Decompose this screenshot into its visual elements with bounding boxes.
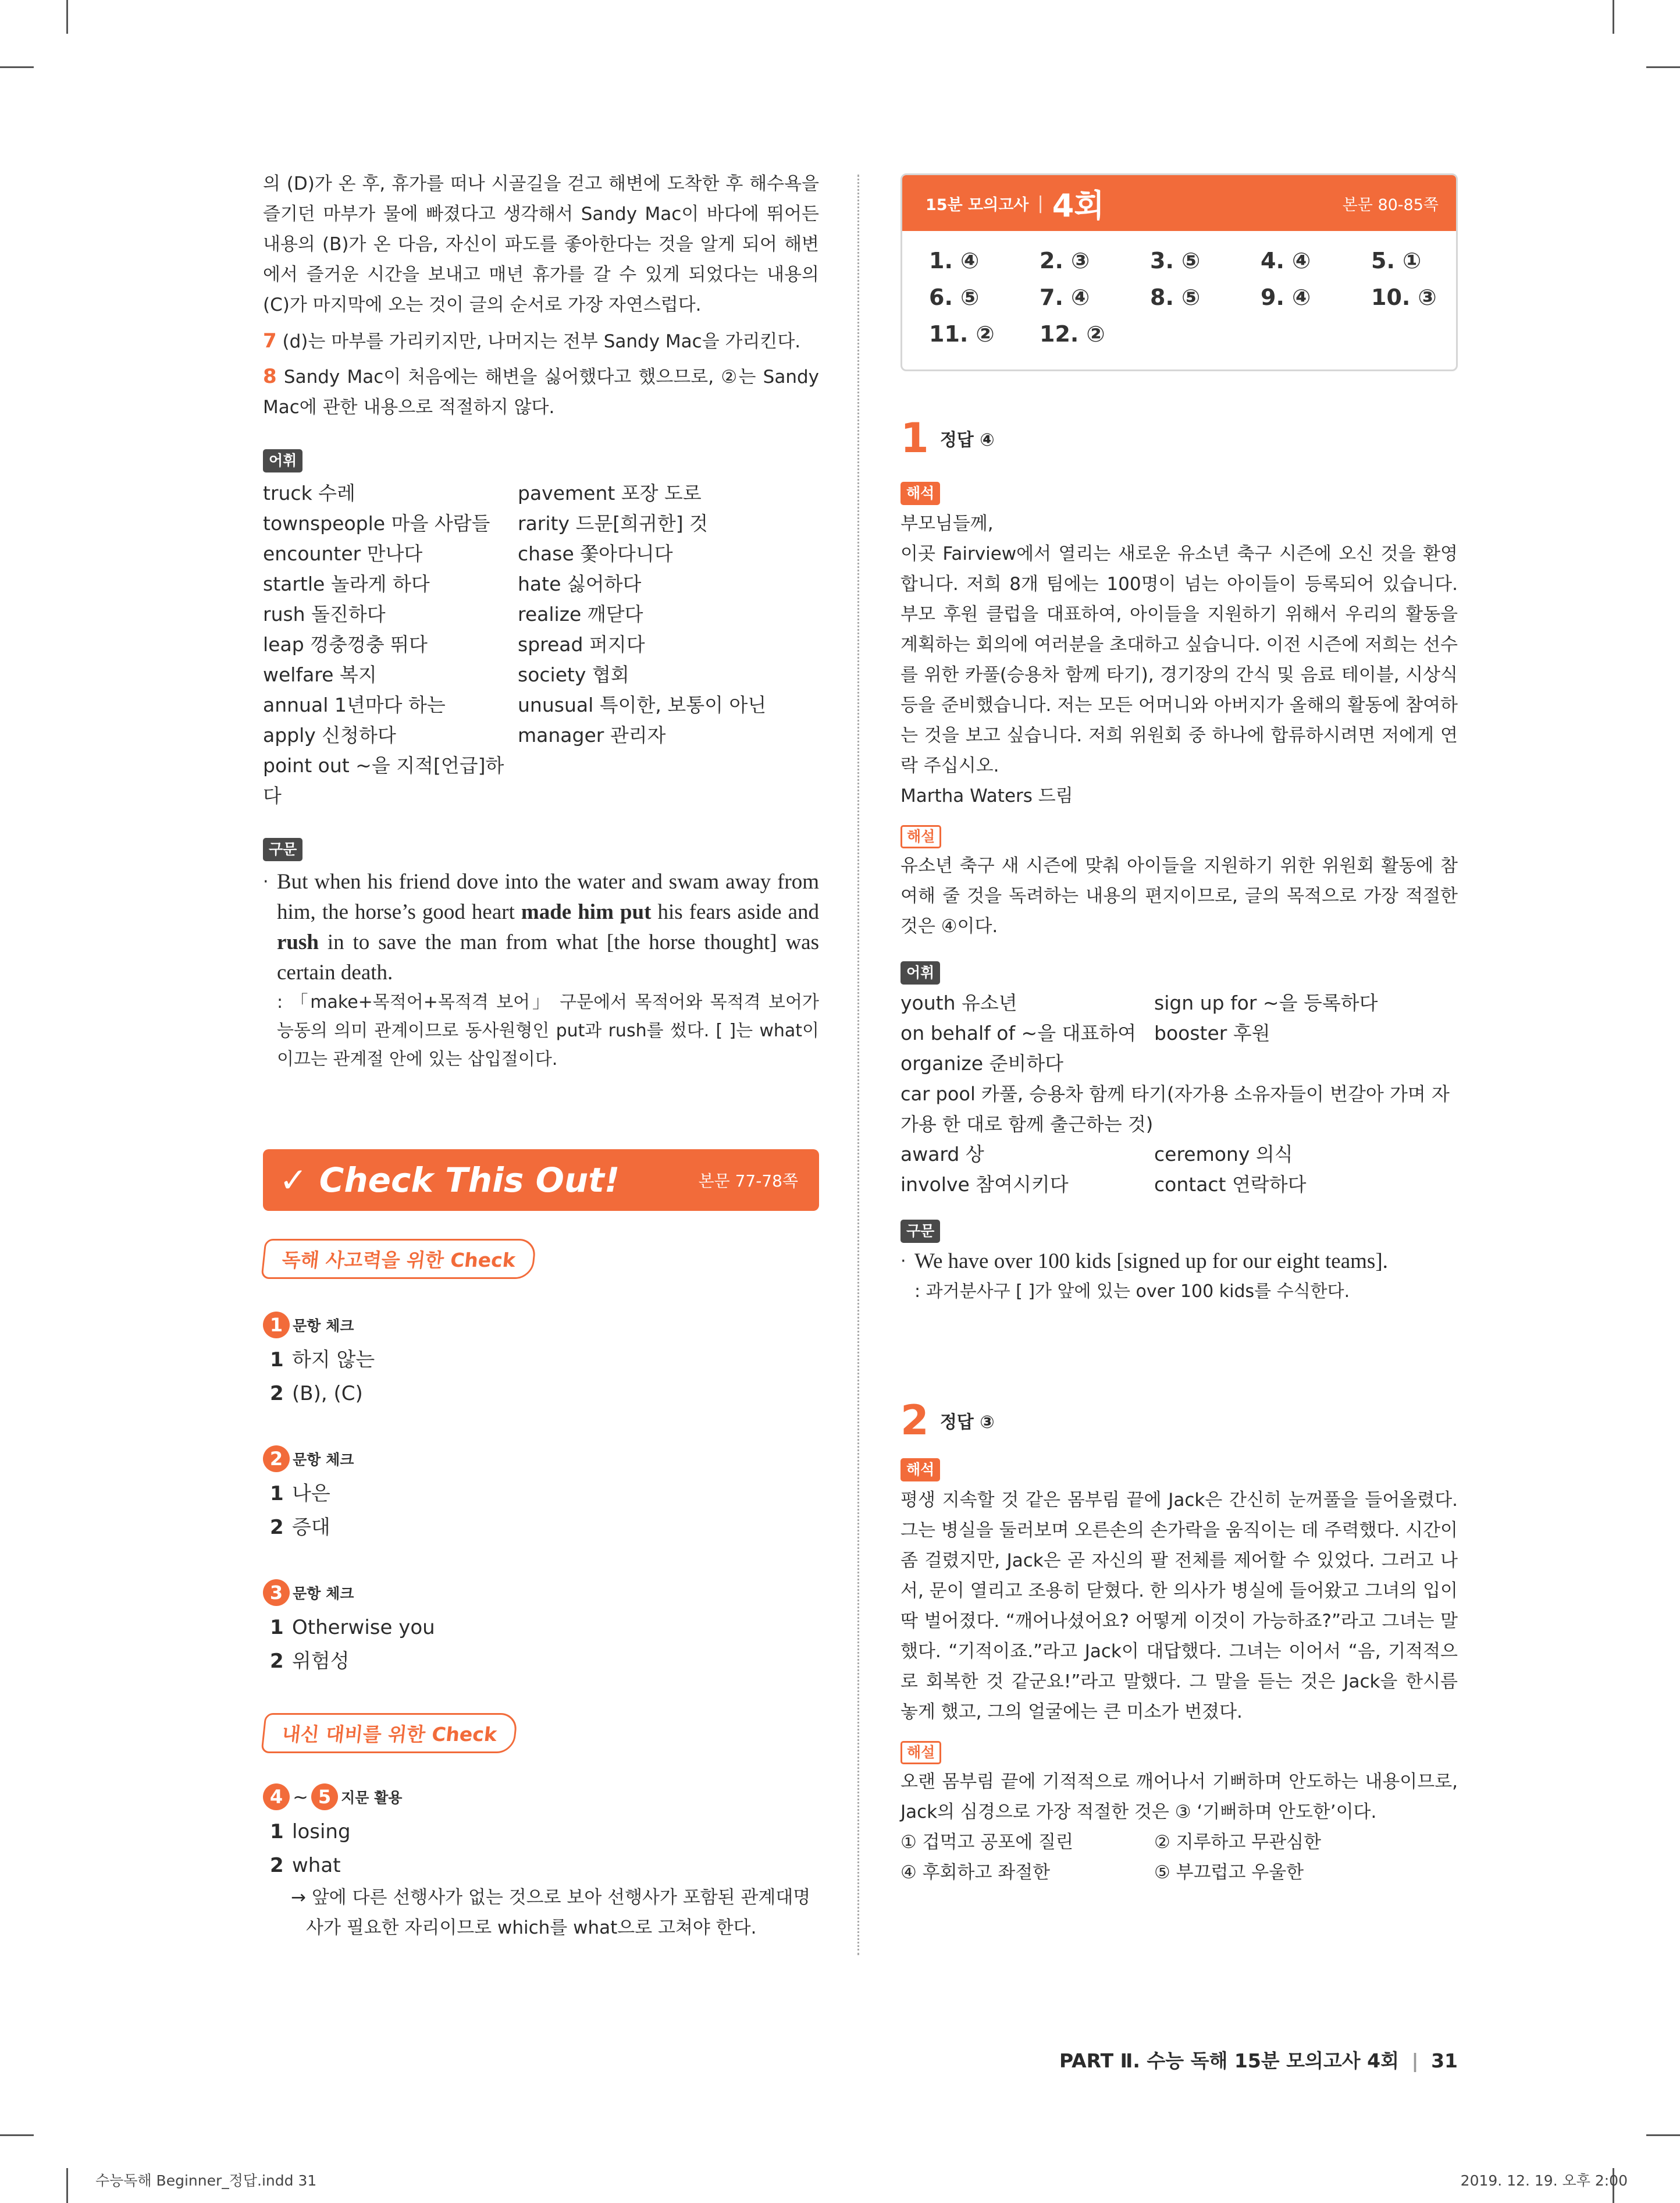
vocab-tag: 어휘: [900, 961, 940, 985]
q1-heading: [900, 414, 1458, 462]
column-divider: [857, 175, 859, 1955]
check-item-1: [263, 1312, 819, 1410]
syntax-bold: rush: [277, 930, 319, 954]
answer-cell: 9. ④: [1261, 285, 1311, 310]
option-item: ④ 후회하고 좌절한: [900, 1862, 1051, 1883]
answer-row: 2 (B), (C): [270, 1382, 363, 1405]
answer-row: 1 losing: [270, 1820, 351, 1843]
vocab-item: unusual 특이한, 보통이 아닌: [518, 694, 767, 716]
vocab-item: ceremony 의식: [1154, 1143, 1293, 1166]
box-pages: 본문 80-85쪽: [1342, 196, 1439, 214]
q7-number: 7: [263, 329, 277, 353]
option-item: ② 지루하고 무관심한: [1154, 1832, 1322, 1853]
vocab-item: rarity 드문[희귀한] 것: [518, 512, 708, 535]
check-pages: 본문 77-78쪽: [698, 1171, 798, 1191]
bullet: ·: [900, 1251, 906, 1271]
vocab-item: leap 껑충껑충 뛰다: [263, 633, 428, 656]
translation-tag: 해석: [900, 1458, 940, 1481]
q2-explanation: 오랜 몸부림 끝에 기적적으로 깨어나서 기뻐하며 안도하는 내용이므로, Jack의 심경으로 가장 적절한 것은 ③ ‘기뻐하며 안도한’이다.: [900, 1771, 1458, 1822]
answer-cell: 5. ①: [1371, 248, 1422, 273]
answer-cell: 8. ⑤: [1150, 285, 1201, 310]
question-number: 1: [900, 414, 929, 462]
syntax-text: his fears aside and: [651, 900, 820, 924]
separator: |: [1037, 193, 1044, 214]
footer-title: 수능 독해 15분 모의고사 4회: [1147, 2049, 1399, 2072]
check-item-4-5: [263, 1783, 819, 1943]
q2-options: [900, 1827, 1458, 1888]
check-item-title: 문항 체크: [293, 1317, 354, 1334]
vocab-item: truck 수레: [263, 482, 355, 504]
vocab-item: apply 신청하다: [263, 724, 396, 747]
vocab-item: manager 관리자: [518, 724, 666, 747]
syntax-note: : 과거분사구 [ ]가 앞에 있는 over 100 kids를 수식한다.: [914, 1281, 1350, 1302]
answer-note: → 앞에 다른 선행사가 없는 것으로 보아 선행사가 포함된 관계대명사가 필요한 자리이므로 which를 what으로 고쳐야 한다.: [291, 1887, 811, 1938]
print-slug-date: 2019. 12. 19. 오후 2:00: [1460, 2172, 1628, 2189]
check-this-out-bar: [263, 1149, 819, 1211]
syntax-sentence: We have over 100 kids [signed up for our eight teams].: [914, 1249, 1388, 1273]
crop-mark: [1613, 0, 1614, 34]
box-label: 15분 모의고사: [926, 196, 1029, 214]
answer-cell: 4. ④: [1261, 248, 1311, 273]
answer-row: 1 하지 않는: [270, 1348, 375, 1371]
left-column: [263, 169, 819, 1943]
vocab-item: sign up for ~을 등록하다: [1154, 992, 1378, 1014]
answer-row: 1 Otherwise you: [270, 1616, 435, 1639]
vocab-list: [263, 478, 819, 811]
answer-text: what: [292, 1854, 341, 1877]
crop-mark: [66, 2168, 68, 2203]
translation-line: Martha Waters 드림: [900, 786, 1073, 806]
answer-row: 2 위험성: [270, 1650, 350, 1673]
answer-list: [263, 1611, 819, 1678]
answer-box-title: [926, 181, 1104, 226]
check-pill-exam: 내신 대비를 위한 Check: [261, 1713, 518, 1753]
vocab-item: annual 1년마다 하는: [263, 694, 446, 716]
syntax-text: But when his friend dove into the water and swam away from him, the horse’s good heart: [277, 870, 819, 924]
crop-mark: [0, 2134, 34, 2136]
footer-part: PART Ⅱ.: [1059, 2049, 1140, 2072]
q1-syntax: [900, 1246, 1458, 1307]
print-slug-file: 수능독해 Beginner_정답.indd 31: [95, 2172, 317, 2189]
vocab-item: chase 쫓아다니다: [518, 542, 673, 565]
q1-explanation: 유소년 축구 새 시즌에 맞춰 아이들을 지원하기 위한 위원회 활동에 참여해 줄 것을 독려하는 내용의 편지이므로, 글의 목적으로 가장 적절한 것은 ④이다.: [900, 855, 1458, 937]
number-circle: 3: [263, 1579, 290, 1606]
intro-paragraph: 의 (D)가 온 후, 휴가를 떠나 시골길을 걷고 해변에 도착한 후 해수욕을 즐기던 마부가 물에 빠졌다고 생각해서 Sandy Mac이 바다에 뛰어든 내용의 (B)가 온 다음, 자신이 파도를 좋아한다는 것을 알게 되어 해변에서 즐거운 시간을 보내고 매년 휴가를 갈 수 있게 되었다는 내용의 (C)가 마지막에 오는 것이 글의 순서로 가장 자연스럽다.: [263, 173, 819, 315]
vocab-item: [518, 751, 797, 811]
vocab-item: realize 깨닫다: [518, 603, 643, 626]
answer-text: Otherwise you: [292, 1616, 435, 1639]
box-round: 4회: [1052, 187, 1105, 224]
option-item: ① 겁먹고 공포에 질린: [900, 1832, 1073, 1853]
translation-line: 부모님들께,: [900, 513, 994, 534]
vocab-item: award 상: [900, 1143, 984, 1166]
number-circle: 2: [263, 1445, 290, 1472]
answer-text: losing: [292, 1820, 351, 1843]
q7-explanation: [263, 326, 819, 357]
q8-explanation: [263, 361, 819, 422]
bullet: ·: [263, 872, 269, 892]
vocab-item: hate 싫어하다: [518, 573, 642, 595]
q2-translation: 평생 지속할 것 같은 몸부림 끝에 Jack은 간신히 눈꺼풀을 들어올렸다. 그는 병실을 둘러보며 오른손의 손가락을 움직이는 데 주력했다. 시간이 좀 걸렸지만, Jack은 곧 자신의 팔 전체를 제어할 수 있었다. 그러고 나서, 문이 열리고 조용히 닫혔다. 한 의사가 병실에 들어왔고 그녀의 입이 딱 벌어졌다. “깨어나셨어요? 어떻게 이것이 가능하죠?”라고 그녀는 말했다. “기적이죠.”라고 Jack이 대답했다. 그녀는 이어서 “음, 기적적으로 회복한 것 같군요!”라고 말했다. 그 말을 듣는 것은 Jack을 한시름 놓게 했고, 그의 얼굴에는 큰 미소가 번졌다.: [900, 1490, 1458, 1722]
vocab-item: on behalf of ~을 대표하여: [900, 1022, 1137, 1044]
vocab-item: pavement 포장 도로: [518, 482, 702, 504]
vocab-item: youth 유소년: [900, 992, 1017, 1014]
check-item-title: 문항 체크: [293, 1585, 354, 1602]
number-circle: 5: [311, 1783, 338, 1810]
translation-line: 이곳 Fairview에서 열리는 새로운 유소년 축구 시즌에 오신 것을 환영합니다. 저희 8개 팀에는 100명이 넘는 아이들이 등록되어 있습니다. 부모 후원 클럽을 대표하여, 아이들을 지원하기 위해서 우리의 활동을 계획하는 회의에 여러분을 초대하고 싶습니다. 이전 시즌에 저희는 선수를 위한 카풀(승용차 함께 타기), 경기장의 간식 및 음료 테이블, 시상식 등을 준비했습니다. 저는 모든 어머니와 아버지가 올해의 활동에 참여하는 것을 보고 싶습니다. 저희 위원회 중 하나에 합류하시려면 저에게 연락 주십시오.: [900, 543, 1458, 776]
explanation-tag: 해설: [900, 1741, 941, 1764]
vocab-item: society 협회: [518, 663, 629, 686]
vocab-item: rush 돌진하다: [263, 603, 386, 626]
answer-label: 정답 ④: [939, 430, 995, 450]
vocab-item: point out ~을 지적[언급]하다: [263, 754, 504, 807]
number-circle: 1: [263, 1312, 290, 1338]
answer-cell: 12. ②: [1040, 321, 1105, 347]
crop-mark: [1646, 66, 1680, 68]
answer-text: 나은: [292, 1482, 330, 1505]
check-item-3: [263, 1579, 819, 1678]
check-item-title: 지문 활용: [341, 1789, 403, 1806]
answer-box: [900, 173, 1458, 371]
answer-text: 하지 않는: [292, 1348, 375, 1371]
page-footer: [1059, 2046, 1458, 2073]
q2-heading: [900, 1397, 1458, 1444]
right-column: [900, 173, 1458, 1888]
tilde: ~: [293, 1786, 308, 1808]
answer-grid: [902, 231, 1456, 353]
syntax-tag: 구문: [900, 1220, 940, 1243]
q1-translation: [900, 509, 1458, 811]
check-pill-reading: 독해 사고력을 위한 Check: [261, 1239, 536, 1279]
separator: |: [1411, 2049, 1419, 2072]
crop-mark: [66, 0, 68, 34]
answer-list: [263, 1343, 819, 1410]
answer-row: 2 증대: [270, 1516, 330, 1539]
q8-text: Sandy Mac이 처음에는 해변을 싫어했다고 했으므로, ②는 Sandy Mac에 관한 내용으로 적절하지 않다.: [263, 367, 819, 418]
answer-list: [263, 1477, 819, 1544]
answer-cell: 10. ③: [1371, 285, 1437, 310]
vocab-item: organize 준비하다: [900, 1052, 1064, 1075]
vocab-item-carpool: car pool 카풀, 승용차 함께 타기(자가용 소유자들이 번갈아 가며 자가용 한 대로 함께 출근하는 것): [900, 1083, 1450, 1135]
q1-vocab-extra: [900, 1139, 1458, 1200]
vocab-tag: 어휘: [263, 449, 302, 472]
answer-label: 정답 ③: [939, 1412, 995, 1433]
answer-cell: 7. ④: [1040, 285, 1090, 310]
vocab-item: [1154, 1049, 1433, 1079]
vocab-item: townspeople 마을 사람들: [263, 512, 490, 535]
vocab-item: involve 참여시키다: [900, 1173, 1069, 1196]
question-number: 2: [900, 1397, 929, 1444]
answer-text: (B), (C): [292, 1382, 363, 1405]
answer-cell: 11. ②: [929, 321, 995, 347]
answer-cell: 3. ⑤: [1150, 248, 1201, 273]
translation-tag: 해석: [900, 482, 940, 505]
syntax-tag: 구문: [263, 838, 302, 861]
option-item: ⑤ 부끄럽고 우울한: [1154, 1862, 1304, 1883]
q7-text: (d)는 마부를 가리키지만, 나머지는 전부 Sandy Mac을 가리킨다.: [282, 331, 801, 352]
check-item-title: 문항 체크: [293, 1451, 354, 1468]
page-number: 31: [1431, 2049, 1458, 2072]
q8-number: 8: [263, 365, 277, 388]
vocab-item: booster 후원: [1154, 1022, 1270, 1044]
crop-mark: [1646, 2134, 1680, 2136]
vocab-item: startle 놀라게 하다: [263, 573, 430, 595]
syntax-note: : 「make+목적어+목적격 보어」 구문에서 목적어와 목적격 보어가 능동의 의미 관계이므로 동사원형인 put과 rush를 썼다. [ ]는 what이 이끄는 관계절 안에 있는 삽입절이다.: [277, 992, 819, 1069]
syntax-sentence: [277, 867, 819, 988]
q1-vocab: [900, 988, 1458, 1079]
answer-box-header: [902, 175, 1456, 231]
crop-mark: [0, 66, 34, 68]
answer-row: 2 what: [270, 1854, 341, 1877]
answer-cell: 2. ③: [1040, 248, 1090, 273]
explanation-tag: 해설: [900, 825, 941, 848]
number-circle: 4: [263, 1783, 290, 1810]
vocab-item: welfare 복지: [263, 663, 377, 686]
syntax-block: [263, 867, 819, 1074]
vocab-item: contact 연락하다: [1154, 1173, 1307, 1196]
answer-cell: 6. ⑤: [929, 285, 980, 310]
syntax-bold: made him put: [521, 900, 652, 924]
answer-text: 증대: [292, 1516, 330, 1539]
vocab-item: spread 퍼지다: [518, 633, 645, 656]
answer-list: [263, 1815, 819, 1882]
answer-text: 위험성: [292, 1650, 350, 1673]
answer-cell: 1. ④: [929, 248, 980, 273]
answer-row: 1 나은: [270, 1482, 330, 1505]
vocab-item: encounter 만나다: [263, 542, 423, 565]
syntax-text: in to save the man from what [the horse thought] was certain death.: [277, 930, 819, 985]
check-title: ✓ Check This Out!: [279, 1160, 620, 1200]
check-item-2: [263, 1445, 819, 1544]
